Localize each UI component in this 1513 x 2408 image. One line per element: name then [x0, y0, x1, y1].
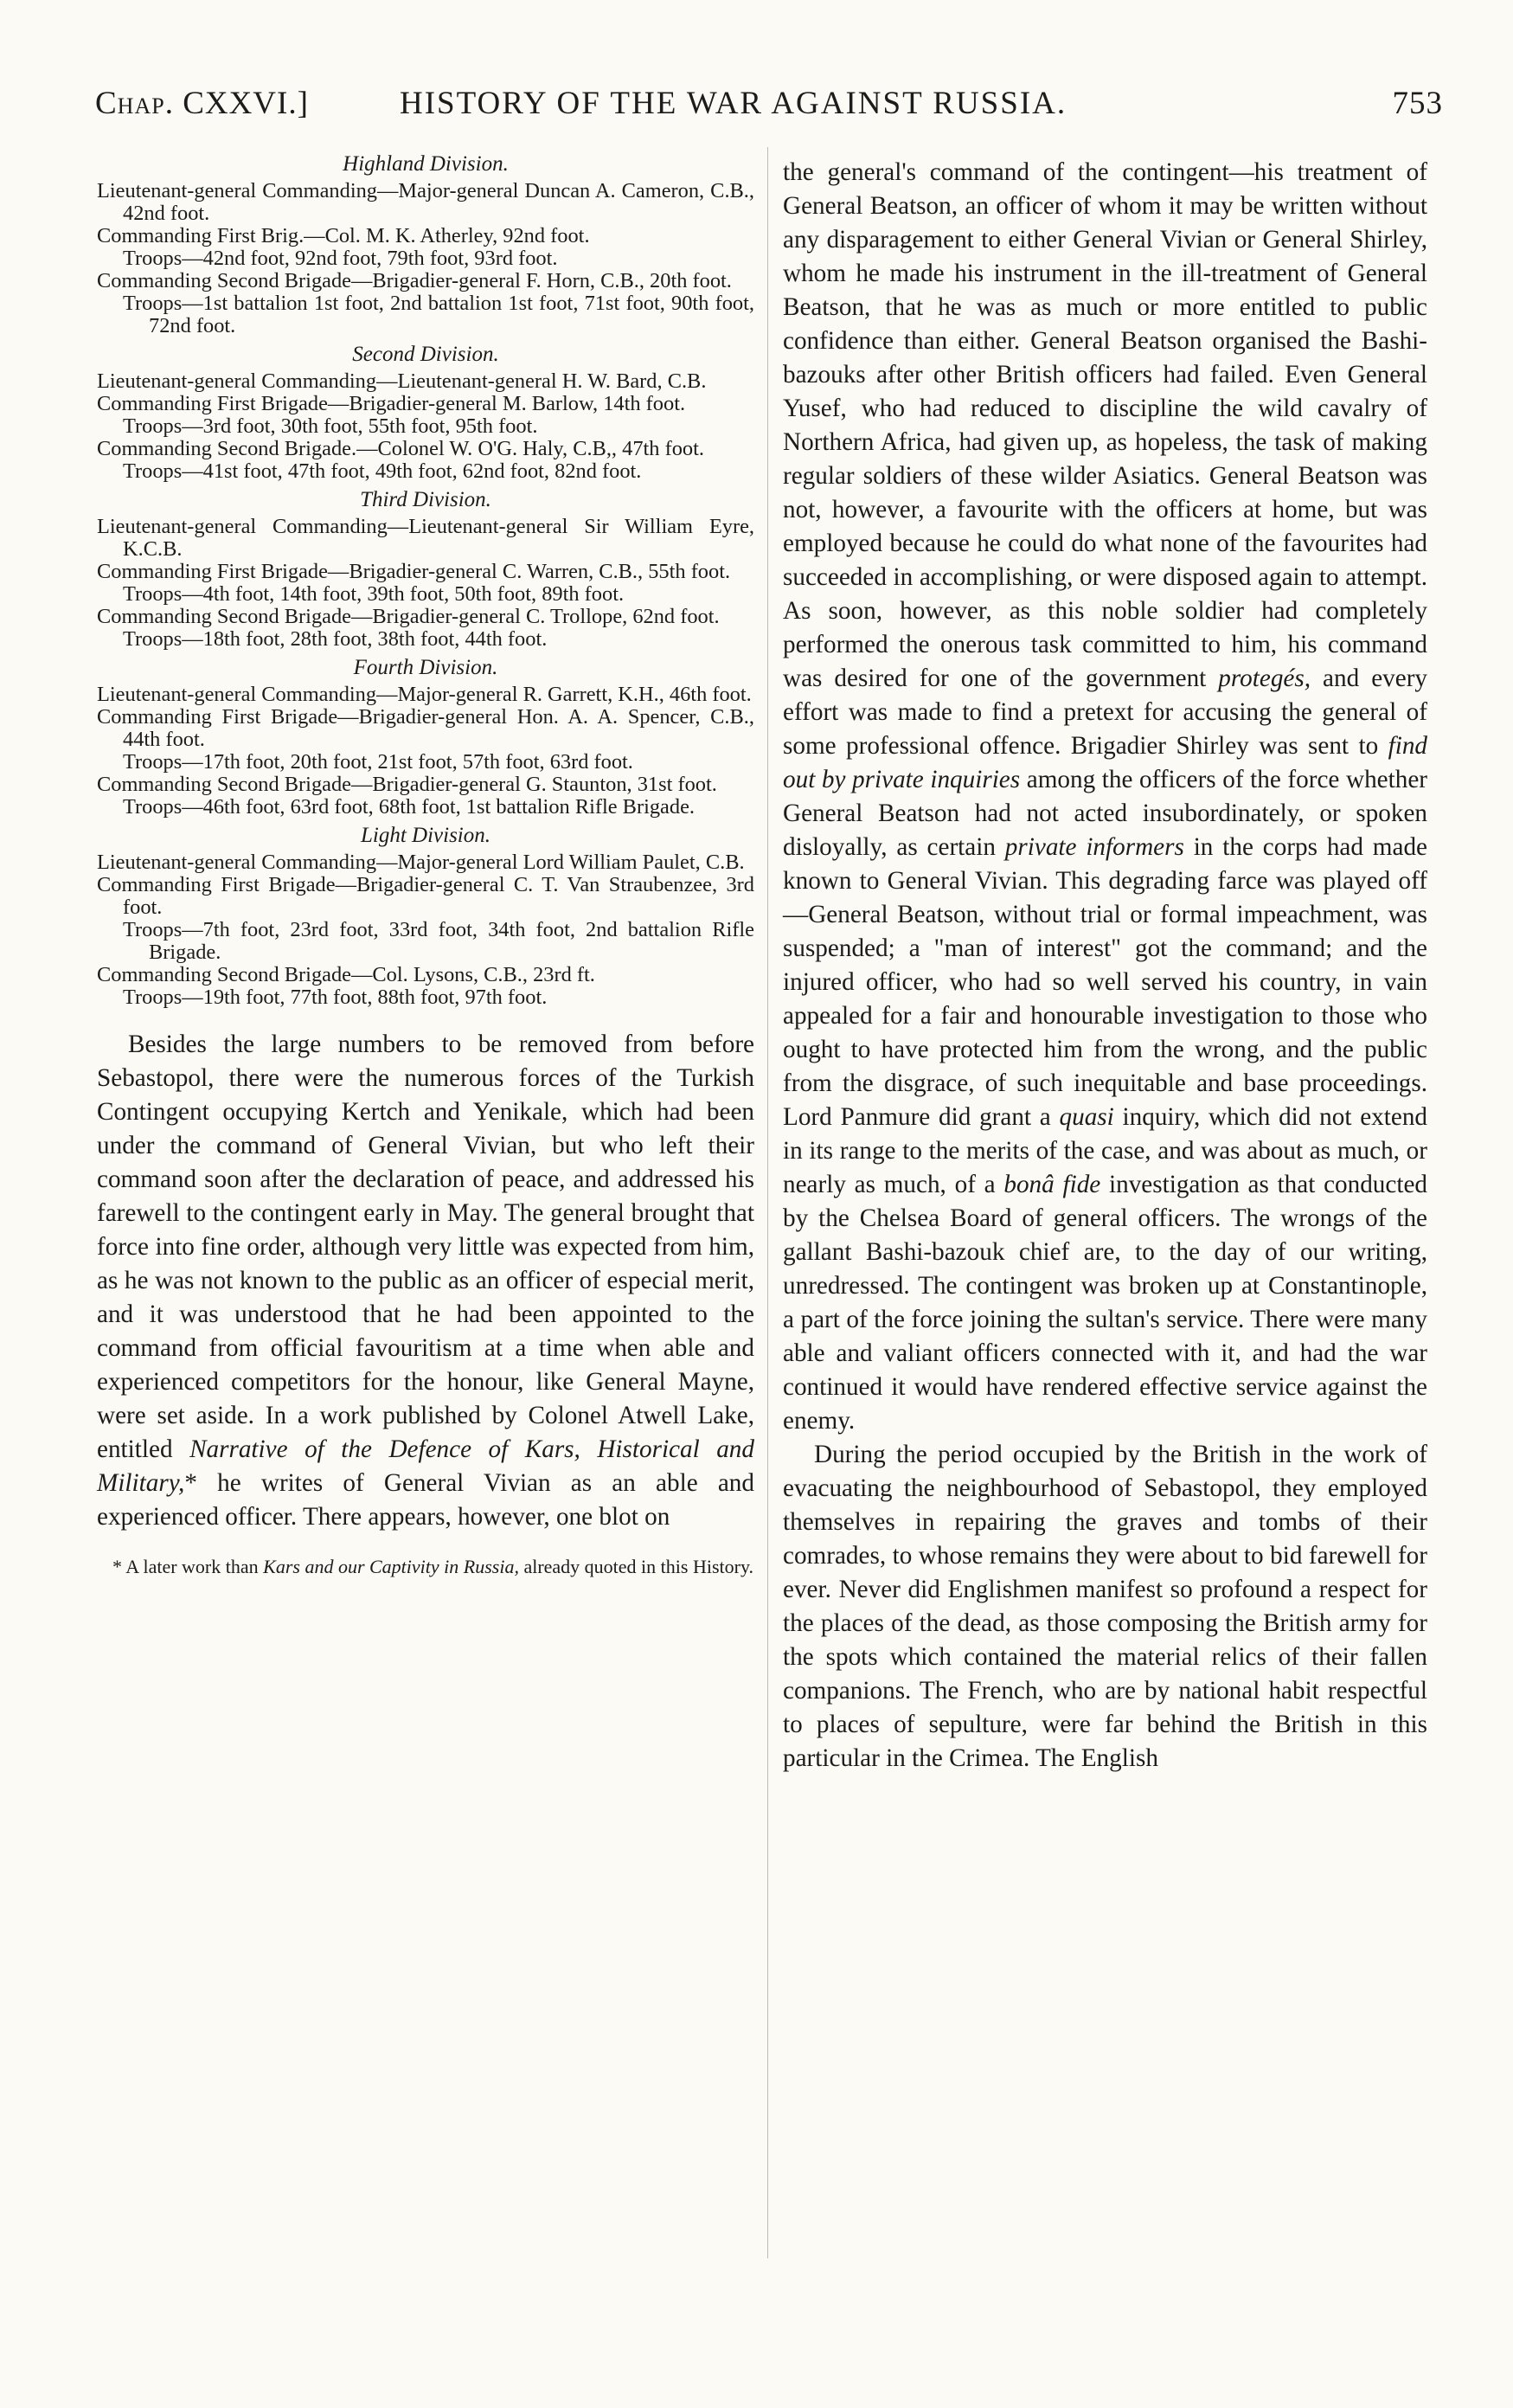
division-block — [97, 488, 754, 651]
division-list — [97, 152, 754, 1009]
division-title: Light Division. — [360, 824, 490, 847]
troops-entry: Troops—42nd foot, 92nd foot, 79th foot, 93rd foot. — [123, 247, 558, 270]
command-entry: Commanding Second Brigade—Brigadier-general C. Trollope, 62nd foot. — [97, 605, 720, 628]
command-entry: Lieutenant-general Commanding—Lieutenant-general Sir William Eyre, K.C.B. — [97, 515, 754, 561]
troops-entry: Troops—46th foot, 63rd foot, 68th foot, 1st battalion Rifle Brigade. — [123, 795, 695, 819]
troops-entry: Troops—17th foot, 20th foot, 21st foot, 57th foot, 63rd foot. — [123, 750, 633, 774]
command-entry: Lieutenant-general Commanding—Lieutenant-general H. W. Bard, C.B. — [97, 369, 707, 393]
division-title: Fourth Division. — [353, 656, 498, 679]
command-entry: Commanding Second Brigade—Brigadier-general G. Staunton, 31st foot. — [97, 773, 717, 796]
body-paragraph: During the period occupied by the British in the work of evacuating the neighbourhood of Sebastopol, they employed themselves in repairing the graves and tombs of their comrades, to whose remains they were about to bid farewell for ever. Never did Englishmen manifest so profound a respect for the places of the dead, as those composing the British army for the spots which contained the material relics of their fallen companions. The French, who are by national habit respectful to places of sepulture, were far behind the British in this particular in the Crimea. The English — [783, 1441, 1427, 1772]
command-entry: Commanding Second Brigade—Brigadier-general F. Horn, C.B., 20th foot. — [97, 269, 732, 292]
left-column — [97, 147, 754, 1578]
division-block — [97, 152, 754, 337]
division-block — [97, 343, 754, 483]
command-entry: Lieutenant-general Commanding—Major-general Lord William Paulet, C.B. — [97, 851, 745, 874]
division-title: Second Division. — [352, 343, 499, 366]
division-title: Third Division. — [360, 488, 491, 511]
troops-entry: Troops—18th foot, 28th foot, 38th foot, 44th foot. — [123, 627, 548, 651]
troops-entry: Troops—19th foot, 77th foot, 88th foot, 97th foot. — [123, 986, 548, 1009]
command-entry: Commanding Second Brigade—Col. Lysons, C.B., 23rd ft. — [97, 963, 595, 986]
footnote: * A later work than Kars and our Captivity in Russia, already quoted in this History. — [112, 1556, 754, 1577]
column-divider — [767, 147, 768, 2258]
division-block — [97, 824, 754, 1009]
command-entry: Lieutenant-general Commanding—Major-general R. Garrett, K.H., 46th foot. — [97, 683, 752, 706]
command-entry: Commanding First Brig.—Col. M. K. Atherley, 92nd foot. — [97, 224, 590, 247]
division-block — [97, 656, 754, 819]
running-title: HISTORY OF THE WAR AGAINST RUSSIA. — [400, 86, 1067, 121]
page-number: 753 — [1392, 86, 1443, 121]
body-paragraph: the general's command of the contingent—his treatment of General Beatson, an officer of whom it may be written without any disparagement to either General Vivian or General Shirley, whom he made his instrument in the ill-treatment of General Beatson, that he was as much or more entitled to public confidence than either. General Beatson organised the Bashi-bazouks after other British officers had failed. Even General Yusef, who had reduced to discipline the wild cavalry of Northern Africa, had given up, as hopeless, the task of making regular soldiers of these wilder Asiatics. General Beatson was not, however, a favourite with the officers at home, but was employed because he could do what none of the favourites had succeeded in accomplishing, or were disposed again to attempt. As soon, however, as this noble soldier had completely performed the onerous task committed to him, his command was desired for one of the government protegés, and every effort was made to find a pretext for accusing the general of some professional offence. Brigadier Shirley was sent to find out by private inquiries among the officers of the force whether General Beatson had not acted insubordinately, or spoken disloyally, as certain private informers in the corps had made known to General Vivian. This degrading farce was played off —General Beatson, without trial or formal impeachment, was suspended; a "man of interest" got the command; and the injured officer, who had so well served his country, in vain appealed for a fair and honourable investigation to those who ought to have protected him from the wrong, and the public from the disgrace, of such inequitable and base proceedings. Lord Panmure did grant a quasi inquiry, which did not extend in its range to the merits of the case, and was about as much, or nearly as much, of a bonâ fide investigation as that conducted by the Chelsea Board of general officers. The wrongs of the gallant Bashi-bazouk chief are, to the day of our writing, unredressed. The contingent was broken up at Constantinople, a part of the force joining the sultan's service. There were many able and valiant officers connected with it, and had the war continued it would have rendered effective service against the enemy. — [783, 158, 1428, 1435]
right-body-text — [783, 156, 1427, 1775]
command-entry: Lieutenant-general Commanding—Major-general Duncan A. Cameron, C.B., 42nd foot. — [97, 179, 754, 225]
troops-entry: Troops—41st foot, 47th foot, 49th foot, 62nd foot, 82nd foot. — [123, 459, 642, 483]
troops-entry: Troops—1st battalion 1st foot, 2nd battalion 1st foot, 71st foot, 90th foot, 72nd foot. — [123, 292, 754, 337]
command-entry: Commanding First Brigade—Brigadier-general Hon. A. A. Spencer, C.B., 44th foot. — [97, 705, 754, 751]
command-entry: Commanding First Brigade—Brigadier-general C. T. Van Straubenzee, 3rd foot. — [97, 873, 754, 919]
body-paragraph: Besides the large numbers to be removed from before Sebastopol, there were the numerous forces of the Turkish Contingent occupying Kertch and Yenikale, which had been under the command of General Vivian, but who left their command soon after the declaration of peace, and addressed his farewell to the contingent early in May. The general brought that force into fine order, although very little was expected from him, as he was not known to the public as an officer of especial merit, and it was understood that he had been appointed to the command from official favouritism at a time when able and experienced competitors for the honour, like General Mayne, were set aside. In a work published by Colonel Atwell Lake, entitled Narrative of the Defence of Kars, Historical and Military,* he writes of General Vivian as an able and experienced officer. There appears, however, one blot on — [97, 1031, 754, 1531]
troops-entry: Troops—3rd foot, 30th foot, 55th foot, 95th foot. — [123, 414, 538, 438]
troops-entry: Troops—4th foot, 14th foot, 39th foot, 50th foot, 89th foot. — [123, 582, 625, 606]
division-title: Highland Division. — [343, 152, 509, 176]
command-entry: Commanding First Brigade—Brigadier-general M. Barlow, 14th foot. — [97, 392, 686, 415]
command-entry: Commanding First Brigade—Brigadier-general C. Warren, C.B., 55th foot. — [97, 560, 731, 583]
command-entry: Commanding Second Brigade.—Colonel W. O'G. Haly, C.B,, 47th foot. — [97, 437, 704, 460]
troops-entry: Troops—7th foot, 23rd foot, 33rd foot, 34th foot, 2nd battalion Rifle Brigade. — [123, 918, 754, 964]
left-body-text — [97, 1028, 754, 1534]
page-header — [95, 85, 1443, 126]
chapter-label: Chap. CXXVI.] — [95, 86, 309, 121]
right-column — [783, 156, 1427, 1775]
